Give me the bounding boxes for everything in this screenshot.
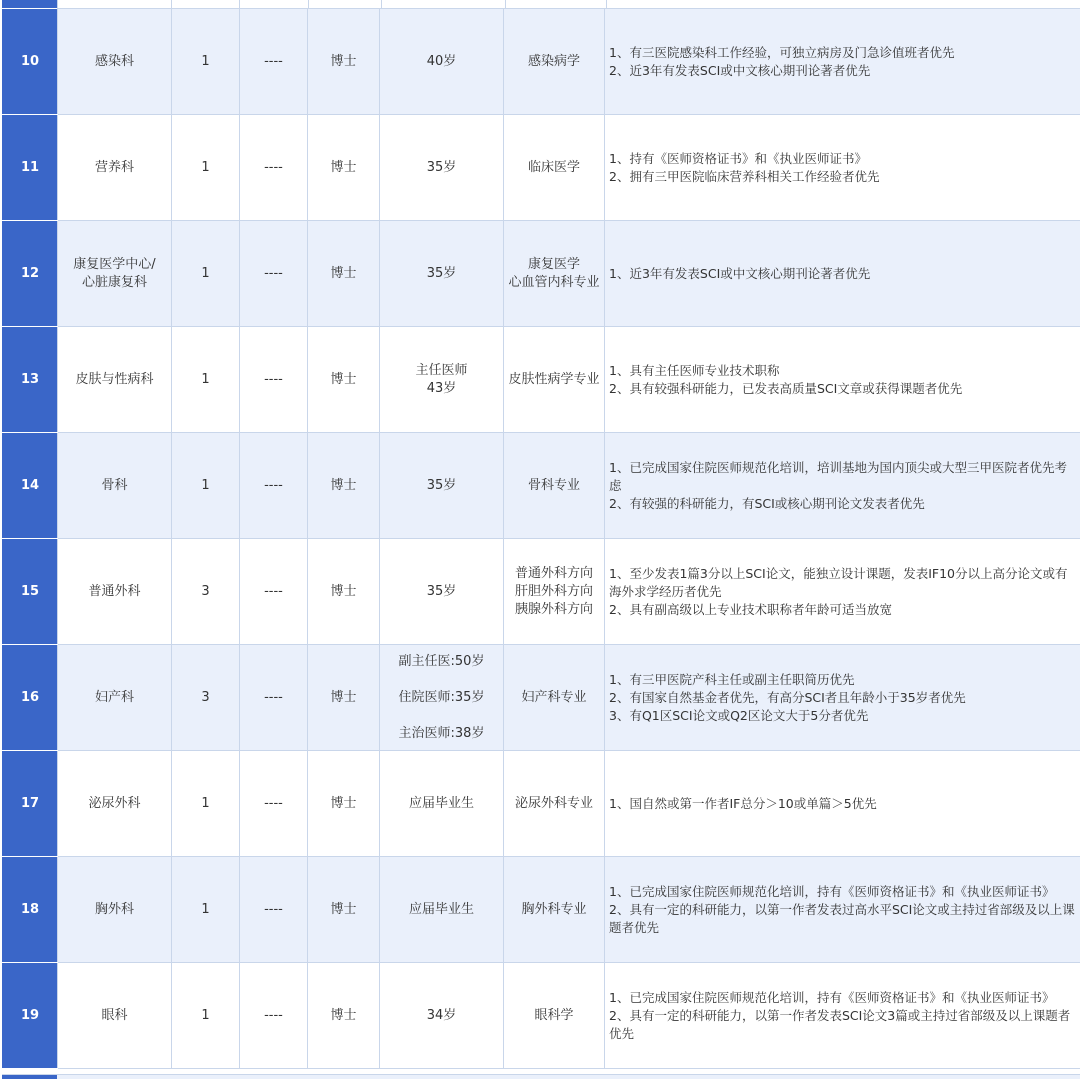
requirement-line: 1、已完成国家住院医师规范化培训，持有《医师资格证书》和《执业医师证书》	[609, 883, 1055, 899]
age-cell: 主任医师 43岁	[380, 327, 504, 433]
requirement-line: 2、具有较强科研能力，已发表高质量SCI文章或获得课题者优先	[609, 380, 963, 396]
headcount-cell: 3	[172, 539, 240, 645]
degree-cell: 博士	[308, 221, 380, 327]
number-column-stub-bottom	[2, 1075, 57, 1079]
degree-cell: 博士	[308, 327, 380, 433]
age-cell: 35岁	[380, 433, 504, 539]
row-number: 18	[3, 857, 58, 963]
row-number: 10	[3, 9, 58, 115]
department-cell: 眼科	[58, 963, 172, 1069]
table-row	[3, 221, 1080, 327]
requirement-line: 2、具有副高级以上专业技术职称者年龄可适当放宽	[609, 601, 892, 617]
column-separator	[171, 0, 240, 8]
requirement-line: 2、具有一定的科研能力，以第一作者发表SCI论文3篇或主持过省部级及以上课题者优先	[609, 1007, 1071, 1041]
department-cell: 康复医学中心/ 心脏康复科	[58, 221, 172, 327]
major-cell: 感染病学	[504, 9, 605, 115]
degree-cell: 博士	[308, 857, 380, 963]
headcount-cell: 1	[172, 857, 240, 963]
age-cell: 应届毕业生	[380, 857, 504, 963]
department-cell: 普通外科	[58, 539, 172, 645]
requirements-cell	[605, 327, 1080, 433]
requirements-cell	[605, 539, 1080, 645]
column-separator	[606, 0, 1080, 8]
department-cell: 泌尿外科	[58, 751, 172, 857]
title-requirement-cell: ----	[240, 115, 308, 221]
requirements-cell	[605, 221, 1080, 327]
requirement-line: 1、已完成国家住院医师规范化培训，持有《医师资格证书》和《执业医师证书》	[609, 989, 1055, 1005]
requirement-line: 1、持有《医师资格证书》和《执业医师证书》	[609, 150, 867, 166]
age-cell: 34岁	[380, 963, 504, 1069]
row-number: 17	[3, 751, 58, 857]
requirement-line: 1、近3年有发表SCI或中文核心期刊论著者优先	[609, 265, 871, 281]
requirements-cell	[605, 115, 1080, 221]
department-cell: 营养科	[58, 115, 172, 221]
row-number: 13	[3, 327, 58, 433]
column-separator	[308, 0, 381, 8]
table-row	[3, 327, 1080, 433]
degree-cell: 博士	[308, 963, 380, 1069]
requirement-line: 1、有三医院感染科工作经验，可独立病房及门急诊值班者优先	[609, 44, 955, 60]
title-requirement-cell: ----	[240, 963, 308, 1069]
title-requirement-cell: ----	[240, 751, 308, 857]
requirements-cell	[605, 433, 1080, 539]
age-cell: 35岁	[380, 539, 504, 645]
title-requirement-cell: ----	[240, 221, 308, 327]
table-row	[3, 963, 1080, 1069]
major-cell: 康复医学 心血管内科专业	[504, 221, 605, 327]
degree-cell: 博士	[308, 433, 380, 539]
title-requirement-cell: ----	[240, 857, 308, 963]
department-cell: 感染科	[58, 9, 172, 115]
table-row	[3, 9, 1080, 115]
table-row	[3, 433, 1080, 539]
requirement-line: 2、有国家自然基金者优先，有高分SCI者且年龄小于35岁者优先	[609, 689, 966, 705]
row-number: 11	[3, 115, 58, 221]
department-cell: 妇产科	[58, 645, 172, 751]
requirement-line: 2、拥有三甲医院临床营养科相关工作经验者优先	[609, 168, 880, 184]
headcount-cell: 1	[172, 9, 240, 115]
major-cell: 眼科学	[504, 963, 605, 1069]
requirements-cell	[605, 751, 1080, 857]
major-cell: 泌尿外科专业	[504, 751, 605, 857]
title-requirement-cell: ----	[240, 433, 308, 539]
degree-cell: 博士	[308, 539, 380, 645]
table-row	[3, 645, 1080, 751]
headcount-cell: 1	[172, 433, 240, 539]
title-requirement-cell: ----	[240, 9, 308, 115]
title-requirement-cell: ----	[240, 327, 308, 433]
department-cell: 胸外科	[58, 857, 172, 963]
row-number: 16	[3, 645, 58, 751]
table-row	[3, 751, 1080, 857]
column-separator	[57, 0, 171, 8]
requirement-line: 2、具有一定的科研能力，以第一作者发表过高水平SCI论文或主持过省部级及以上课题者优先	[609, 901, 1075, 935]
requirements-cell	[605, 857, 1080, 963]
major-cell: 胸外科专业	[504, 857, 605, 963]
table-body	[3, 9, 1080, 1069]
column-separator	[381, 0, 505, 8]
headcount-cell: 1	[172, 963, 240, 1069]
age-cell: 35岁	[380, 221, 504, 327]
table-row	[3, 539, 1080, 645]
table-row	[3, 857, 1080, 963]
age-cell: 35岁	[380, 115, 504, 221]
degree-cell: 博士	[308, 115, 380, 221]
headcount-cell: 3	[172, 645, 240, 751]
major-cell: 皮肤性病学专业	[504, 327, 605, 433]
requirement-line: 1、至少发表1篇3分以上SCI论文，能独立设计课题，发表IF10分以上高分论文或有海外求学经历者优先	[609, 565, 1068, 599]
degree-cell: 博士	[308, 645, 380, 751]
headcount-cell: 1	[172, 751, 240, 857]
requirements-cell	[605, 9, 1080, 115]
age-cell: 40岁	[380, 9, 504, 115]
age-cell: 副主任医:50岁 住院医师:35岁 主治医师:38岁	[380, 645, 504, 751]
column-separator	[505, 0, 606, 8]
requirement-line: 2、近3年有发表SCI或中文核心期刊论著者优先	[609, 62, 871, 78]
requirement-line: 1、国自然或第一作者IF总分＞10或单篇＞5优先	[609, 795, 877, 811]
row-number: 15	[3, 539, 58, 645]
requirement-line: 1、已完成国家住院医师规范化培训，培训基地为国内顶尖或大型三甲医院者优先考虑	[609, 459, 1067, 493]
recruitment-table	[2, 8, 1080, 1069]
column-separator	[239, 0, 308, 8]
department-cell: 皮肤与性病科	[58, 327, 172, 433]
previous-row-edge	[2, 0, 1080, 8]
headcount-cell: 1	[172, 327, 240, 433]
row-number: 14	[3, 433, 58, 539]
department-cell: 骨科	[58, 433, 172, 539]
row-number: 19	[3, 963, 58, 1069]
row-number: 12	[3, 221, 58, 327]
major-cell: 妇产科专业	[504, 645, 605, 751]
requirements-cell	[605, 963, 1080, 1069]
major-cell: 临床医学	[504, 115, 605, 221]
major-cell: 骨科专业	[504, 433, 605, 539]
requirement-line: 2、有较强的科研能力，有SCI或核心期刊论文发表者优先	[609, 495, 925, 511]
next-row-edge	[2, 1074, 1080, 1079]
degree-cell: 博士	[308, 9, 380, 115]
major-cell: 普通外科方向 肝胆外科方向 胰腺外科方向	[504, 539, 605, 645]
title-requirement-cell: ----	[240, 645, 308, 751]
headcount-cell: 1	[172, 115, 240, 221]
number-column-stub	[2, 0, 57, 8]
table-row	[3, 115, 1080, 221]
requirement-line: 1、有三甲医院产科主任或副主任职简历优先	[609, 671, 855, 687]
title-requirement-cell: ----	[240, 539, 308, 645]
headcount-cell: 1	[172, 221, 240, 327]
requirement-line: 1、具有主任医师专业技术职称	[609, 362, 780, 378]
age-cell: 应届毕业生	[380, 751, 504, 857]
degree-cell: 博士	[308, 751, 380, 857]
requirements-cell	[605, 645, 1080, 751]
requirement-line: 3、有Q1区SCI论文或Q2区论文大于5分者优先	[609, 707, 869, 723]
